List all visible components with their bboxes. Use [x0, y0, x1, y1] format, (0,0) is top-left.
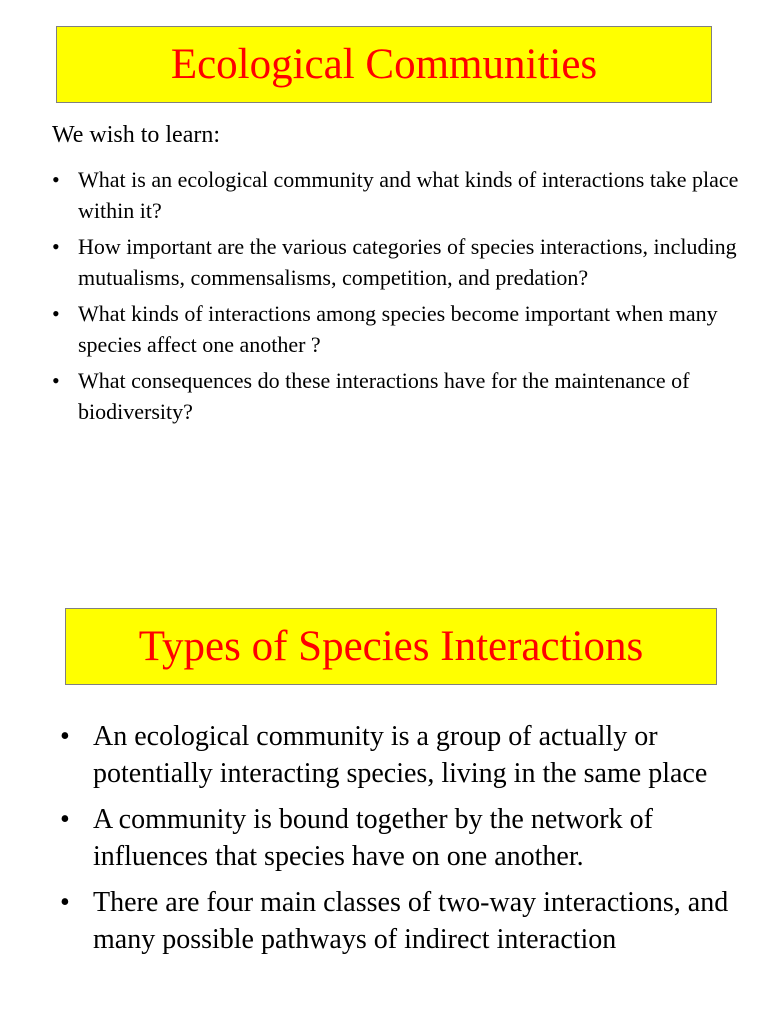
bullet-text: An ecological community is a group of actually or potentially interacting species, living in the same place — [93, 721, 708, 789]
bullet-icon: • — [52, 301, 60, 326]
list-item — [52, 298, 752, 360]
intro-text: We wish to learn: — [52, 122, 221, 148]
bullet-text: What kinds of interactions among species become important when many species affect one another ? — [78, 301, 718, 357]
bullet-icon: • — [52, 368, 60, 393]
list-item — [60, 801, 750, 875]
list-item — [52, 365, 752, 427]
slide-types-of-species-interactions — [0, 560, 768, 1024]
bullet-text: A community is bound together by the network of influences that species have on one another. — [93, 804, 653, 872]
list-item — [52, 164, 752, 226]
slide-title: Types of Species Interactions — [65, 608, 717, 685]
bullet-icon: • — [52, 167, 60, 192]
bullet-text: What is an ecological community and what kinds of interactions take place within it? — [78, 167, 739, 223]
bullet-list — [52, 164, 752, 432]
list-item — [52, 231, 752, 293]
bullet-icon: • — [60, 804, 70, 835]
bullet-icon: • — [60, 887, 70, 918]
list-item — [60, 718, 750, 792]
bullet-icon: • — [52, 234, 60, 259]
bullet-text: How important are the various categories of species interactions, including mutualisms, commensalisms, competition, and predation? — [78, 234, 737, 290]
bullet-icon: • — [60, 721, 70, 752]
bullet-text: There are four main classes of two-way interactions, and many possible pathways of indirect interaction — [93, 887, 729, 955]
bullet-list — [60, 718, 750, 967]
bullet-text: What consequences do these interactions have for the maintenance of biodiversity? — [78, 368, 690, 424]
list-item — [60, 884, 750, 958]
slide-title: Ecological Communities — [56, 26, 712, 103]
